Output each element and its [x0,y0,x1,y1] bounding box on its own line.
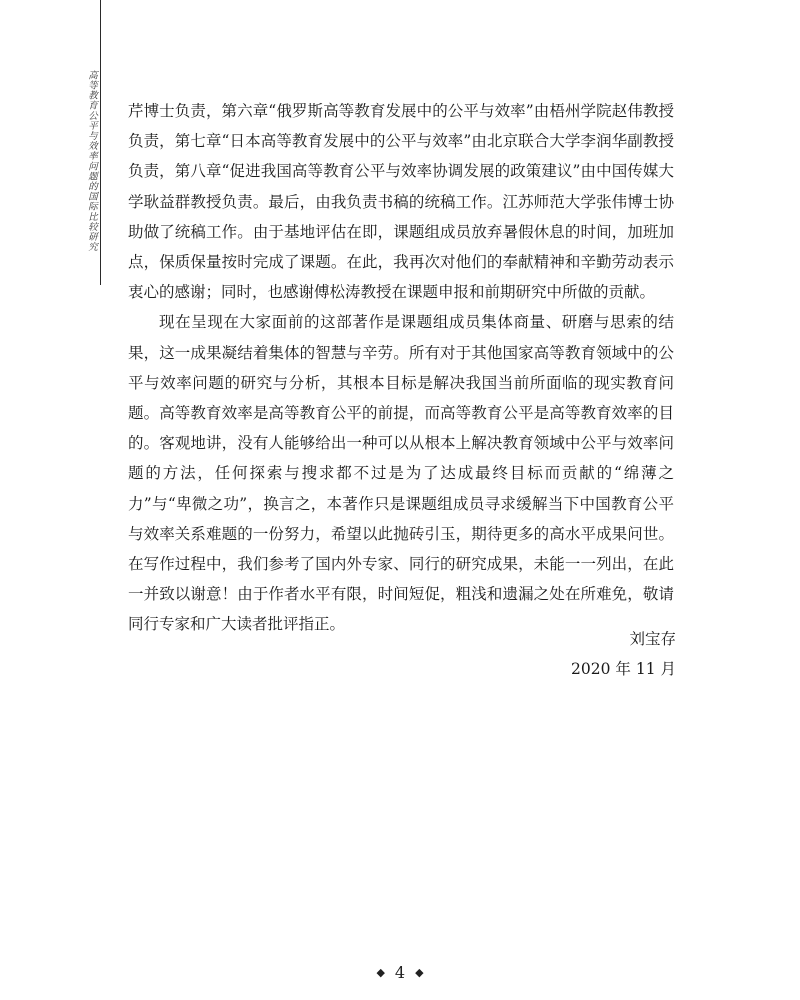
diamond-icon: ◆ [376,966,385,979]
running-head: 高等教育公平与效率问题的国际比较研究 [86,70,97,252]
main-text [128,96,674,640]
paragraph: 现在呈现在大家面前的这部著作是课题组成员集体商量、研磨与思索的结果，这一成果凝结着集体的智慧与辛劳。所有对于其他国家高等教育领域中的公平与效率问题的研究与分析，其根本目标是解决我国当前所面临的现实教育问题。高等教育效率是高等教育公平的前提，而高等教育公平是高等教育效率的目的。客观地讲，没有人能够给出一种可以从根本上解决教育领域中公平与效率问题的方法，任何探索与搜求都不过是为了达成最终目标而贡献的“绵薄之力”与“卑微之功”，换言之，本著作只是课题组成员寻求缓解当下中国教育公平与效率关系难题的一份努力，希望以此抛砖引玉，期待更多的高水平成果问世。在写作过程中，我们参考了国内外专家、同行的研究成果，未能一一列出，在此一并致以谢意！由于作者水平有限，时间短促，粗浅和遗漏之处在所难免，敬请同行专家和广大读者批评指正。 [128,313,674,634]
margin-rule [100,0,101,285]
page-footer [0,963,800,982]
page-number: 4 [394,963,406,982]
signature-block [571,624,676,684]
signature-date: 2020 年 11 月 [571,660,676,678]
author-name: 刘宝存 [629,630,676,648]
paragraph-continued: 芹博士负责，第六章“俄罗斯高等教育发展中的公平与效率”由梧州学院赵伟教授负责，第七章“日本高等教育发展中的公平与效率”由北京联合大学李润华副教授负责，第八章“促进我国高等教育公平与效率协调发展的政策建议”由中国传媒大学耿益群教授负责。最后，由我负责书稿的统稿工作。江苏师范大学张伟博士协助做了统稿工作。由于基地评估在即，课题组成员放弃暑假休息的时间，加班加点，保质保量按时完成了课题。在此，我再次对他们的奉献精神和辛勤劳动表示衷心的感谢；同时，也感谢傅松涛教授在课题申报和前期研究中所做的贡献。 [128,102,674,302]
diamond-icon: ◆ [415,966,424,979]
